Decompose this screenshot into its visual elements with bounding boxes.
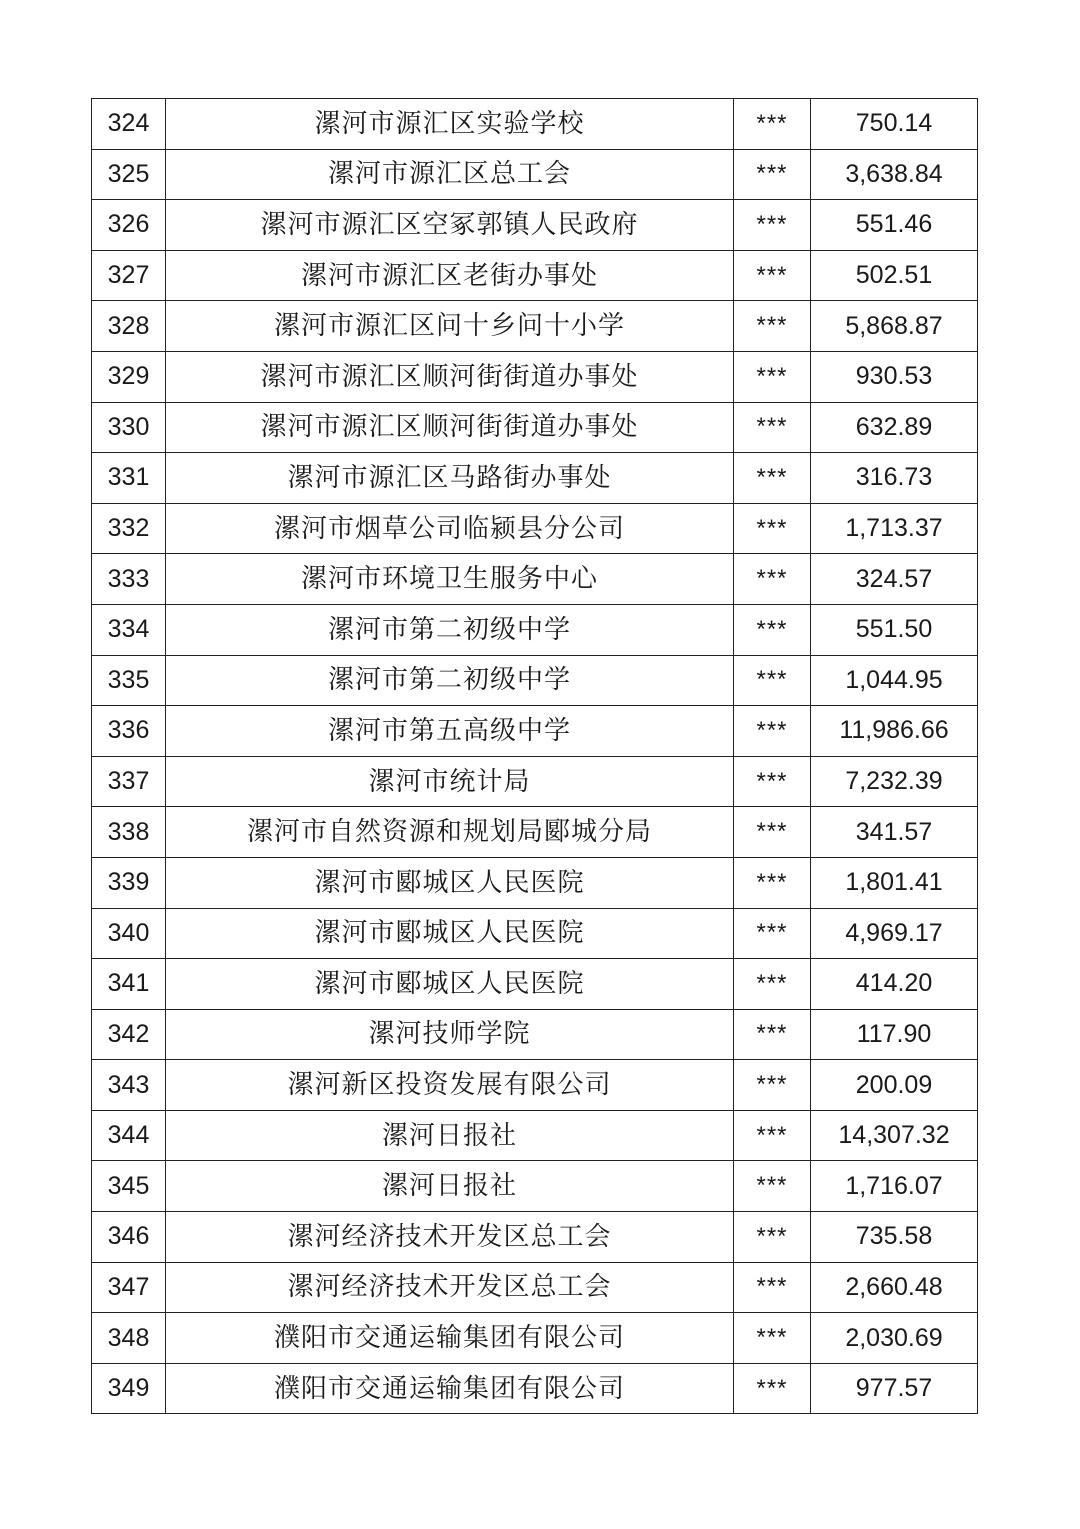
row-number-cell: 348 <box>92 1313 166 1364</box>
amount-cell: 3,638.84 <box>811 149 978 200</box>
amount-cell: 977.57 <box>811 1363 978 1414</box>
row-number-cell: 340 <box>92 908 166 959</box>
table-row <box>92 706 978 757</box>
row-number-cell: 343 <box>92 1060 166 1111</box>
amount-cell: 2,030.69 <box>811 1313 978 1364</box>
table-row <box>92 1212 978 1263</box>
amount-cell: 750.14 <box>811 99 978 150</box>
row-number-cell: 333 <box>92 554 166 605</box>
table-row <box>92 351 978 402</box>
row-number-cell: 339 <box>92 857 166 908</box>
table-row <box>92 301 978 352</box>
table-row <box>92 1363 978 1414</box>
table-row <box>92 604 978 655</box>
unit-name-cell: 漯河市第二初级中学 <box>166 604 734 655</box>
amount-cell: 5,868.87 <box>811 301 978 352</box>
person-name-cell: *** <box>734 402 811 453</box>
person-name-cell: *** <box>734 604 811 655</box>
unit-name-cell: 漯河市源汇区问十乡问十小学 <box>166 301 734 352</box>
row-number-cell: 325 <box>92 149 166 200</box>
amount-cell: 324.57 <box>811 554 978 605</box>
data-table <box>91 98 978 1414</box>
person-name-cell: *** <box>734 250 811 301</box>
row-number-cell: 349 <box>92 1363 166 1414</box>
table-row <box>92 1110 978 1161</box>
unit-name-cell: 漯河经济技术开发区总工会 <box>166 1262 734 1313</box>
amount-cell: 1,713.37 <box>811 503 978 554</box>
table-row <box>92 756 978 807</box>
row-number-cell: 327 <box>92 250 166 301</box>
amount-cell: 2,660.48 <box>811 1262 978 1313</box>
table-row <box>92 503 978 554</box>
row-number-cell: 330 <box>92 402 166 453</box>
unit-name-cell: 漯河市郾城区人民医院 <box>166 908 734 959</box>
amount-cell: 316.73 <box>811 453 978 504</box>
amount-cell: 11,986.66 <box>811 706 978 757</box>
amount-cell: 1,716.07 <box>811 1161 978 1212</box>
amount-cell: 551.46 <box>811 200 978 251</box>
unit-name-cell: 漯河市源汇区马路街办事处 <box>166 453 734 504</box>
amount-cell: 502.51 <box>811 250 978 301</box>
amount-cell: 4,969.17 <box>811 908 978 959</box>
table-row <box>92 807 978 858</box>
unit-name-cell: 漯河市源汇区总工会 <box>166 149 734 200</box>
person-name-cell: *** <box>734 554 811 605</box>
row-number-cell: 345 <box>92 1161 166 1212</box>
amount-cell: 14,307.32 <box>811 1110 978 1161</box>
person-name-cell: *** <box>734 756 811 807</box>
row-number-cell: 326 <box>92 200 166 251</box>
person-name-cell: *** <box>734 1363 811 1414</box>
table-body <box>92 99 978 1414</box>
person-name-cell: *** <box>734 1161 811 1212</box>
person-name-cell: *** <box>734 1060 811 1111</box>
person-name-cell: *** <box>734 301 811 352</box>
unit-name-cell: 漯河市环境卫生服务中心 <box>166 554 734 605</box>
unit-name-cell: 漯河市统计局 <box>166 756 734 807</box>
row-number-cell: 336 <box>92 706 166 757</box>
table-row <box>92 908 978 959</box>
row-number-cell: 332 <box>92 503 166 554</box>
unit-name-cell: 漯河市源汇区实验学校 <box>166 99 734 150</box>
unit-name-cell: 漯河市郾城区人民医院 <box>166 959 734 1010</box>
row-number-cell: 334 <box>92 604 166 655</box>
person-name-cell: *** <box>734 149 811 200</box>
amount-cell: 1,801.41 <box>811 857 978 908</box>
table-row <box>92 857 978 908</box>
person-name-cell: *** <box>734 706 811 757</box>
table-row <box>92 655 978 706</box>
table-row <box>92 554 978 605</box>
person-name-cell: *** <box>734 959 811 1010</box>
unit-name-cell: 漯河技师学院 <box>166 1009 734 1060</box>
row-number-cell: 341 <box>92 959 166 1010</box>
unit-name-cell: 漯河日报社 <box>166 1161 734 1212</box>
amount-cell: 414.20 <box>811 959 978 1010</box>
row-number-cell: 337 <box>92 756 166 807</box>
person-name-cell: *** <box>734 453 811 504</box>
table-row <box>92 1161 978 1212</box>
person-name-cell: *** <box>734 1262 811 1313</box>
unit-name-cell: 漯河经济技术开发区总工会 <box>166 1212 734 1263</box>
row-number-cell: 331 <box>92 453 166 504</box>
unit-name-cell: 漯河日报社 <box>166 1110 734 1161</box>
table-row <box>92 1313 978 1364</box>
row-number-cell: 328 <box>92 301 166 352</box>
person-name-cell: *** <box>734 1110 811 1161</box>
person-name-cell: *** <box>734 99 811 150</box>
unit-name-cell: 漯河市第五高级中学 <box>166 706 734 757</box>
amount-cell: 735.58 <box>811 1212 978 1263</box>
person-name-cell: *** <box>734 908 811 959</box>
amount-cell: 930.53 <box>811 351 978 402</box>
unit-name-cell: 漯河市第二初级中学 <box>166 655 734 706</box>
table-row <box>92 1060 978 1111</box>
row-number-cell: 338 <box>92 807 166 858</box>
table-row <box>92 453 978 504</box>
person-name-cell: *** <box>734 503 811 554</box>
amount-cell: 117.90 <box>811 1009 978 1060</box>
table-row <box>92 250 978 301</box>
table-row <box>92 1009 978 1060</box>
row-number-cell: 344 <box>92 1110 166 1161</box>
table-row <box>92 1262 978 1313</box>
person-name-cell: *** <box>734 1009 811 1060</box>
person-name-cell: *** <box>734 200 811 251</box>
person-name-cell: *** <box>734 655 811 706</box>
amount-cell: 632.89 <box>811 402 978 453</box>
person-name-cell: *** <box>734 857 811 908</box>
row-number-cell: 329 <box>92 351 166 402</box>
row-number-cell: 324 <box>92 99 166 150</box>
amount-cell: 1,044.95 <box>811 655 978 706</box>
unit-name-cell: 漯河市郾城区人民医院 <box>166 857 734 908</box>
row-number-cell: 342 <box>92 1009 166 1060</box>
unit-name-cell: 漯河市源汇区顺河街街道办事处 <box>166 402 734 453</box>
unit-name-cell: 濮阳市交通运输集团有限公司 <box>166 1363 734 1414</box>
row-number-cell: 347 <box>92 1262 166 1313</box>
amount-cell: 341.57 <box>811 807 978 858</box>
person-name-cell: *** <box>734 807 811 858</box>
person-name-cell: *** <box>734 1212 811 1263</box>
table-row <box>92 149 978 200</box>
unit-name-cell: 漯河市源汇区顺河街街道办事处 <box>166 351 734 402</box>
amount-cell: 200.09 <box>811 1060 978 1111</box>
table-row <box>92 402 978 453</box>
unit-name-cell: 漯河市源汇区老街办事处 <box>166 250 734 301</box>
table-row <box>92 959 978 1010</box>
table-row <box>92 200 978 251</box>
unit-name-cell: 漯河市自然资源和规划局郾城分局 <box>166 807 734 858</box>
person-name-cell: *** <box>734 351 811 402</box>
amount-cell: 551.50 <box>811 604 978 655</box>
row-number-cell: 346 <box>92 1212 166 1263</box>
unit-name-cell: 漯河市源汇区空冢郭镇人民政府 <box>166 200 734 251</box>
unit-name-cell: 濮阳市交通运输集团有限公司 <box>166 1313 734 1364</box>
amount-cell: 7,232.39 <box>811 756 978 807</box>
row-number-cell: 335 <box>92 655 166 706</box>
unit-name-cell: 漯河新区投资发展有限公司 <box>166 1060 734 1111</box>
table-row <box>92 99 978 150</box>
person-name-cell: *** <box>734 1313 811 1364</box>
unit-name-cell: 漯河市烟草公司临颍县分公司 <box>166 503 734 554</box>
